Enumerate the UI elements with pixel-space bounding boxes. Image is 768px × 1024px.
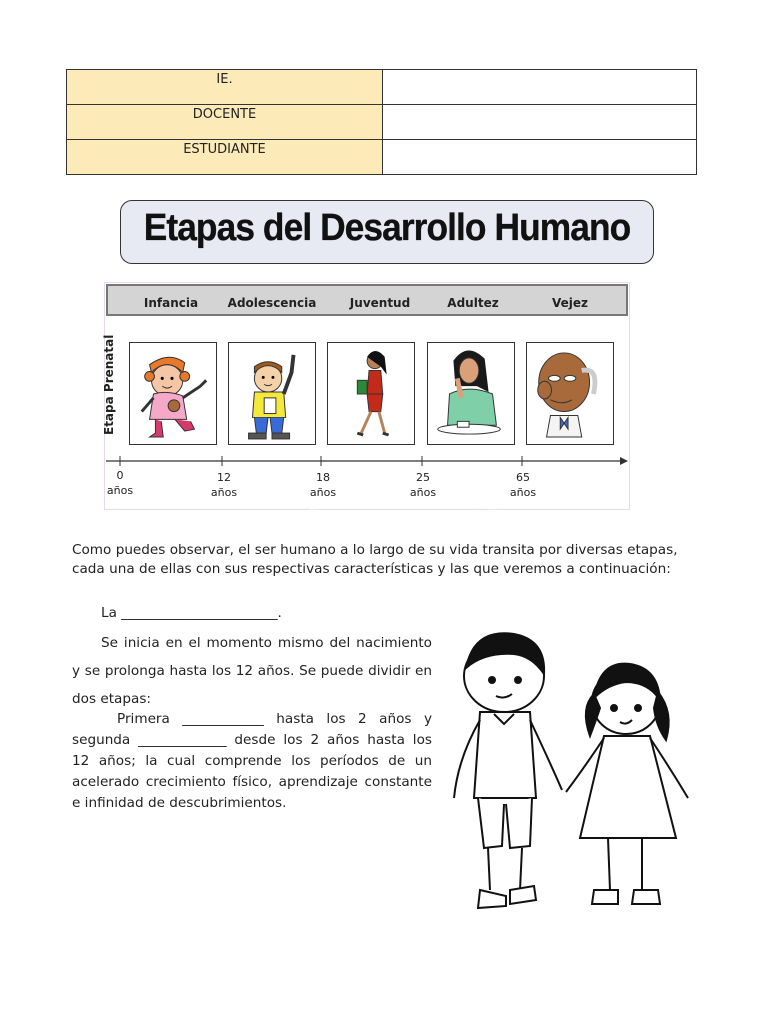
tick-label-12: 12 años xyxy=(210,471,238,499)
estudiante-label: ESTUDIANTE xyxy=(67,140,383,175)
section-heading: La _______________________. xyxy=(101,605,282,621)
docente-value-field[interactable] xyxy=(383,105,697,140)
docente-label: DOCENTE xyxy=(67,105,383,140)
life-stages-timeline xyxy=(104,282,630,510)
tick-label-25: 25 años xyxy=(409,471,437,499)
title-banner xyxy=(120,200,654,264)
estudiante-value-field[interactable] xyxy=(383,140,697,175)
ie-label: IE. xyxy=(67,70,383,105)
stage-label-adolescencia: Adolescencia xyxy=(227,296,317,310)
age-axis xyxy=(104,282,630,510)
stage-label-infancia: Infancia xyxy=(143,296,199,310)
tick-label-65: 65 años xyxy=(509,471,537,499)
tick-label-18: 18 años xyxy=(309,471,337,499)
children-illustration xyxy=(444,628,696,928)
tick-label-0: 0 años xyxy=(106,469,134,497)
table-row xyxy=(67,140,697,175)
prenatal-label: Etapa Prenatal xyxy=(102,334,116,435)
header-table xyxy=(66,69,697,175)
section-body: Se inicia en el momento mismo del nacimiento y se prolonga hasta los 12 años. Se puede dividir en dos etapas: Primera ____________ hasta los 2 años y segunda _____________ desde los 2 años hasta los 12 años; la cual comprende los períodos de un acelerado crecimiento físico, aprendizaje constante e infinidad de descubrimientos. xyxy=(72,635,432,811)
intro-paragraph: Como puedes observar, el ser humano a lo largo de su vida transita por diversas etapas, cada una de ellas con sus respectivas características y las que veremos a continuación: xyxy=(72,542,678,577)
page-title: Etapas del Desarrollo Humano xyxy=(143,207,631,249)
stage-label-adultez: Adultez xyxy=(447,296,499,310)
table-row xyxy=(67,105,697,140)
stage-label-juventud: Juventud xyxy=(349,296,411,310)
stage-label-vejez: Vejez xyxy=(551,296,589,310)
ie-value-field[interactable] xyxy=(383,70,697,105)
table-row xyxy=(67,70,697,105)
